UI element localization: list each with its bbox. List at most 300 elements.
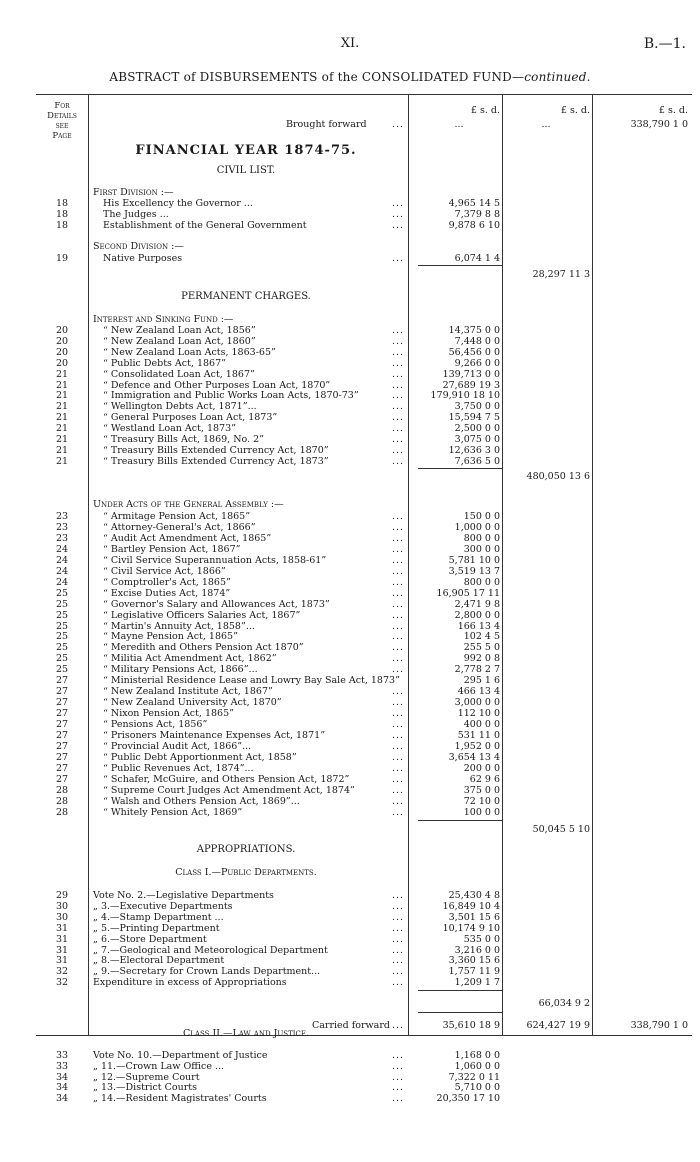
item-amount: 3,360 15 6 (448, 955, 500, 967)
item-label: „ 13.—District Courts (93, 1082, 197, 1094)
item-amount: 1,952 0 0 (454, 740, 500, 752)
page-ref: 21 (55, 444, 69, 456)
item-label: “ Nixon Pension Act, 1865” (103, 708, 234, 720)
item-label: „ 8.—Electoral Department (93, 955, 225, 967)
item-amount: 300 0 0 (463, 543, 500, 555)
item-label: His Excellency the Governor ... (103, 198, 253, 209)
act-row (36, 566, 692, 577)
item-label: „ 12.—Supreme Court (93, 1071, 200, 1083)
brought-forward-c3: 338,790 1 0 (630, 119, 688, 130)
page-ref: 28 (55, 795, 69, 807)
details-header: For (54, 101, 70, 111)
dots: ... (392, 521, 405, 533)
act-row (36, 807, 692, 818)
item-amount: 3,519 13 7 (448, 565, 500, 577)
dots: ... (392, 209, 405, 220)
item-label: “ Military Pensions Act, 1866”... (103, 664, 258, 676)
dots: ... (392, 598, 405, 610)
item-label: “ Supreme Court Judges Act Amendment Act, 1874” (103, 784, 355, 796)
item-amount: 800 0 0 (463, 576, 500, 588)
carried-forward-c1: 35,610 18 9 (442, 1020, 500, 1031)
item-amount: 166 13 4 (457, 620, 500, 632)
act-row (36, 708, 692, 719)
sinking-fund-row (36, 445, 692, 456)
dots: ... (392, 762, 405, 774)
vote-row (36, 901, 692, 912)
item-amount: 7,379 8 8 (454, 209, 500, 220)
c2-header: £ s. d. (560, 105, 590, 116)
item-label: “ Ministerial Residence Lease and Lowry Bay Sale Act, 1873” (103, 675, 400, 687)
item-amount: 3,501 15 6 (448, 911, 500, 923)
page-ref: 29 (55, 890, 69, 901)
sinking-fund-row (36, 336, 692, 347)
act-row (36, 697, 692, 708)
first-division-heading-text: First Division :— (93, 187, 174, 198)
item-amount: 255 5 0 (463, 642, 500, 654)
sinking-fund-total (36, 471, 692, 482)
page-ref: 27 (55, 697, 69, 709)
page-ref: 21 (55, 401, 69, 413)
act-row (36, 621, 692, 632)
brought-forward-c2: ... (541, 119, 551, 130)
dots: ... (392, 890, 405, 901)
item-label: “ Bartley Pension Act, 1867” (103, 543, 241, 555)
dots: ... (392, 977, 405, 989)
subtotal-rule (418, 820, 502, 821)
item-label: “ Treasury Bills Act, 1869, No. 2” (103, 434, 265, 445)
act-row (36, 642, 692, 653)
dots: ... (392, 253, 405, 264)
sinking-fund-row (36, 423, 692, 434)
item-amount: 7,448 0 0 (454, 335, 500, 347)
page-ref: 21 (55, 379, 69, 391)
item-label: “ Comptroller's Act, 1865” (103, 576, 231, 588)
act-row (36, 577, 692, 588)
item-label: Vote No. 10.—Department of Justice (93, 1050, 268, 1061)
dots: ... (392, 1060, 405, 1072)
item-amount: 992 0 8 (463, 653, 500, 665)
permanent-charges-heading: PERMANENT CHARGES. (181, 291, 311, 302)
title-text: ABSTRACT of DISBURSEMENTS of the CONSOLIDATED FUND— (109, 70, 525, 84)
sinking-fund-row (36, 347, 692, 358)
c3-header: £ s. d. (658, 105, 688, 116)
item-amount: 375 0 0 (463, 784, 500, 796)
page-ref: 20 (55, 325, 69, 336)
item-label: “ Treasury Bills Extended Currency Act, 1870” (103, 444, 329, 456)
civil-list-row (36, 209, 692, 220)
item-amount: 179,910 18 10 (430, 390, 500, 402)
item-label: “ Martin's Annuity Act, 1858”... (103, 620, 255, 632)
second-division-heading-text: Second Division :— (93, 241, 184, 252)
page-ref: 24 (55, 576, 69, 588)
sinking-fund-total-value: 480,050 13 6 (526, 471, 590, 482)
carried-forward-row (36, 1020, 692, 1032)
item-amount: 102 4 5 (463, 631, 500, 643)
acts-total (36, 824, 692, 835)
act-row (36, 555, 692, 566)
carried-forward-rule (418, 1012, 502, 1013)
item-amount: 3,000 0 0 (454, 697, 500, 709)
item-amount: 5,781 10 0 (448, 554, 500, 566)
second-division-heading (36, 241, 692, 252)
act-row (36, 631, 692, 642)
item-amount: 1,000 0 0 (454, 521, 500, 533)
item-label: “ New Zealand Institute Act, 1867” (103, 686, 273, 698)
item-label: “ Public Debt Apportionment Act, 1858” (103, 751, 297, 763)
item-label: „ 11.—Crown Law Office ... (93, 1060, 225, 1072)
page-ref: 21 (55, 390, 69, 402)
dots: ... (392, 806, 405, 818)
dots: ... (392, 1082, 405, 1094)
page-ref: 25 (55, 664, 69, 676)
item-amount: 12,636 3 0 (448, 444, 500, 456)
acts-total-value: 50,045 5 10 (532, 824, 590, 835)
page-ref: 28 (55, 784, 69, 796)
c1-header: £ s. d. (470, 105, 500, 116)
page-ref: 20 (55, 335, 69, 347)
page-ref: 18 (55, 220, 69, 231)
currency-header-row (36, 105, 692, 116)
act-row (36, 653, 692, 664)
item-label: “ Schafer, McGuire, and Others Pension Act, 1872” (103, 773, 350, 785)
page-title (0, 70, 700, 84)
page-ref: 25 (55, 609, 69, 621)
civil-list-total (36, 269, 692, 280)
dots: ... (392, 620, 405, 632)
dots: ... (392, 576, 405, 588)
act-row (36, 686, 692, 697)
dots: ... (392, 1050, 405, 1061)
page-ref: 20 (55, 346, 69, 358)
item-amount: 27,689 19 3 (442, 379, 500, 391)
dots: ... (392, 434, 405, 445)
vote-row (36, 912, 692, 923)
page-ref: 18 (55, 209, 69, 220)
law-justice-row (36, 1072, 692, 1083)
item-label: „ 6.—Store Department (93, 933, 207, 945)
item-label: “ Audit Act Amendment Act, 1865” (103, 532, 272, 544)
item-amount: 200 0 0 (463, 762, 500, 774)
item-label: “ New Zealand Loan Acts, 1863-65” (103, 346, 276, 358)
dots: ... (392, 511, 405, 522)
page-ref: 25 (55, 642, 69, 654)
item-label: “ Civil Service Act, 1866” (103, 565, 226, 577)
item-label: “ New Zealand Loan Act, 1860” (103, 335, 256, 347)
dots: ... (392, 119, 405, 130)
item-label: “ Armitage Pension Act, 1865” (103, 511, 251, 522)
item-amount: 100 0 0 (463, 806, 500, 818)
dots: ... (392, 444, 405, 456)
act-row (36, 675, 692, 686)
vote-row (36, 945, 692, 956)
dots: ... (392, 708, 405, 720)
dots: ... (392, 401, 405, 413)
dots: ... (392, 1020, 405, 1031)
dots: ... (392, 379, 405, 391)
item-label: “ Defence and Other Purposes Loan Act, 1870” (103, 379, 331, 391)
item-amount: 1,060 0 0 (454, 1060, 500, 1072)
page-ref: 27 (55, 719, 69, 731)
dots: ... (392, 609, 405, 621)
page-ref: 21 (55, 434, 69, 445)
page-ref: 24 (55, 543, 69, 555)
details-header-line2: Details (47, 111, 77, 121)
item-label: „ 5.—Printing Department (93, 922, 220, 934)
item-amount: 3,075 0 0 (454, 434, 500, 445)
item-label: “ Governor's Salary and Allowances Act, 1873” (103, 598, 330, 610)
sinking-fund-row (36, 369, 692, 380)
item-amount: 1,209 1 7 (454, 977, 500, 989)
dots: ... (392, 922, 405, 934)
item-amount: 3,654 13 4 (448, 751, 500, 763)
page-ref: 34 (55, 1071, 69, 1083)
dots: ... (392, 390, 405, 402)
sinking-fund-row (36, 401, 692, 412)
item-amount: 150 0 0 (463, 511, 500, 522)
law-justice-row (36, 1082, 692, 1093)
page-ref: 27 (55, 762, 69, 774)
item-amount: 800 0 0 (463, 532, 500, 544)
page-ref: 23 (55, 532, 69, 544)
item-label: “ New Zealand University Act, 1870” (103, 697, 282, 709)
page-ref: 27 (55, 730, 69, 741)
item-amount: 535 0 0 (463, 933, 500, 945)
vote-row (36, 977, 692, 988)
class1-total (36, 998, 692, 1009)
act-row (36, 599, 692, 610)
dots: ... (392, 1093, 405, 1105)
page-ref: 33 (55, 1050, 69, 1061)
item-amount: 2,800 0 0 (454, 609, 500, 621)
item-amount: 5,710 0 0 (454, 1082, 500, 1094)
dots: ... (392, 543, 405, 555)
general-assembly-heading (36, 499, 692, 510)
item-amount: 20,350 17 10 (436, 1093, 500, 1105)
dots: ... (392, 368, 405, 380)
dots: ... (392, 198, 405, 209)
item-label: “ Provincial Audit Act, 1866”... (103, 740, 252, 752)
act-row (36, 774, 692, 785)
page-ref: 33 (55, 1060, 69, 1072)
item-label: “ Public Debts Act, 1867” (103, 357, 226, 369)
item-amount: 400 0 0 (463, 719, 500, 731)
item-label: “ Immigration and Public Works Loan Acts, 1870-73” (103, 390, 359, 402)
item-amount: 62 9 6 (469, 773, 500, 785)
sinking-fund-row (36, 412, 692, 423)
item-amount: 16,905 17 11 (436, 587, 500, 599)
sinking-fund-row (36, 434, 692, 445)
sinking-fund-heading (36, 314, 692, 325)
item-amount: 10,174 9 10 (442, 922, 500, 934)
page-ref: 32 (55, 977, 69, 989)
item-amount: 1,168 0 0 (454, 1050, 500, 1061)
page-ref: 24 (55, 565, 69, 577)
dots: ... (392, 933, 405, 945)
page-number: XI. (340, 36, 360, 51)
sinking-fund-row (36, 358, 692, 369)
page-ref: 32 (55, 966, 69, 978)
item-label: “ Westland Loan Act, 1873” (103, 423, 237, 435)
dots: ... (392, 587, 405, 599)
page-ref: 25 (55, 598, 69, 610)
dots: ... (392, 697, 405, 709)
item-amount: 531 11 0 (457, 730, 500, 741)
item-label: “ Mayne Pension Act, 1865” (103, 631, 238, 643)
details-header-line4: Page (52, 131, 72, 141)
dots: ... (392, 565, 405, 577)
sinking-fund-row (36, 456, 692, 467)
item-amount: 139,713 0 0 (442, 368, 500, 380)
vote-row (36, 934, 692, 945)
item-label: The Judges ... (103, 209, 169, 220)
item-amount: 9,266 0 0 (454, 357, 500, 369)
sinking-fund-row (36, 325, 692, 336)
law-justice-row (36, 1050, 692, 1061)
item-amount: 7,636 5 0 (454, 455, 500, 467)
item-label: “ Consolidated Loan Act, 1867” (103, 368, 255, 380)
law-justice-row (36, 1061, 692, 1072)
sinking-fund-row (36, 380, 692, 391)
item-label: “ New Zealand Loan Act, 1856” (103, 325, 256, 336)
page-ref: 30 (55, 911, 69, 923)
item-label: “ Excise Duties Act, 1874” (103, 587, 231, 599)
page-ref: 31 (55, 944, 69, 956)
act-row (36, 763, 692, 774)
dots: ... (392, 325, 405, 336)
page-ref: 27 (55, 751, 69, 763)
item-label: “ Whitely Pension Act, 1869” (103, 806, 243, 818)
dots: ... (392, 900, 405, 912)
dots: ... (392, 554, 405, 566)
item-label: “ Public Revenues Act, 1874”... (103, 762, 254, 774)
dots: ... (392, 653, 405, 665)
page-ref: 27 (55, 686, 69, 698)
dots: ... (392, 346, 405, 358)
dots: ... (392, 412, 405, 424)
dots: ... (392, 740, 405, 752)
act-row (36, 511, 692, 522)
page-ref: 27 (55, 708, 69, 720)
act-row (36, 752, 692, 763)
item-amount: 15,594 7 5 (448, 412, 500, 424)
act-row (36, 544, 692, 555)
page-ref: 34 (55, 1093, 69, 1105)
item-label: “ Meredith and Others Pension Act 1870” (103, 642, 304, 654)
dots: ... (392, 751, 405, 763)
dots: ... (392, 773, 405, 785)
item-label: „ 14.—Resident Magistrates' Courts (93, 1093, 267, 1105)
dots: ... (392, 966, 405, 978)
dots: ... (392, 1071, 405, 1083)
fy-heading: FINANCIAL YEAR 1874-75. (135, 143, 357, 158)
page-ref: 21 (55, 423, 69, 435)
vote-row (36, 955, 692, 966)
act-row (36, 533, 692, 544)
page-ref: 20 (55, 357, 69, 369)
item-label: Vote No. 2.—Legislative Departments (93, 890, 274, 901)
document-reference: B.—1. (643, 36, 686, 52)
item-amount: 14,375 0 0 (448, 325, 500, 336)
item-amount: 295 1 6 (463, 675, 500, 687)
class1-heading: Class I.—Public Departments. (175, 867, 317, 878)
dots: ... (392, 911, 405, 923)
item-label: “ General Purposes Loan Act, 1873” (103, 412, 278, 424)
item-amount: 72 10 0 (463, 795, 500, 807)
subtotal-rule (418, 468, 502, 469)
item-label: „ 4.—Stamp Department ... (93, 911, 224, 923)
act-row (36, 664, 692, 675)
dots: ... (392, 357, 405, 369)
item-label: Establishment of the General Government (103, 220, 307, 231)
page-ref: 27 (55, 773, 69, 785)
subtotal-rule (418, 265, 502, 266)
sinking-fund-heading-text: Interest and Sinking Fund :— (93, 314, 234, 325)
item-label: “ Militia Act Amendment Act, 1862” (103, 653, 277, 665)
item-amount: 25,430 4 8 (448, 890, 500, 901)
page-ref: 23 (55, 511, 69, 522)
page-ref: 25 (55, 620, 69, 632)
page-ref: 19 (55, 253, 69, 264)
act-row (36, 522, 692, 533)
item-label: “ Wellington Debts Act, 1871”... (103, 401, 257, 413)
page-ref: 30 (55, 900, 69, 912)
dots: ... (392, 532, 405, 544)
item-label: „ 7.—Geological and Meteorological Department (93, 944, 328, 956)
dots: ... (392, 664, 405, 676)
item-amount: 16,849 10 4 (442, 900, 500, 912)
item-label: “ Legislative Officers Salaries Act, 1867” (103, 609, 301, 621)
item-label: “ Attorney-General's Act, 1866” (103, 521, 256, 533)
act-row (36, 719, 692, 730)
item-amount: 466 13 4 (457, 686, 500, 698)
item-label: Native Purposes (103, 253, 183, 264)
disbursement-table (36, 94, 692, 1039)
dots: ... (392, 955, 405, 967)
page-ref: 21 (55, 455, 69, 467)
page-ref: 34 (55, 1082, 69, 1094)
item-label: „ 9.—Secretary for Crown Lands Department... (93, 966, 321, 978)
item-amount: 2,471 9 8 (454, 598, 500, 610)
act-row (36, 610, 692, 621)
class1-total-value: 66,034 9 2 (538, 998, 590, 1009)
page-ref: 21 (55, 368, 69, 380)
page-ref: 28 (55, 806, 69, 818)
dots: ... (392, 455, 405, 467)
dots: ... (392, 686, 405, 698)
page-ref: 23 (55, 521, 69, 533)
item-amount: 2,778 2 7 (454, 664, 500, 676)
vote-row (36, 966, 692, 977)
act-row (36, 785, 692, 796)
item-label: „ 3.—Executive Departments (93, 900, 233, 912)
vote-row (36, 890, 692, 901)
page-ref: 25 (55, 587, 69, 599)
subtotal-rule (418, 990, 502, 991)
sinking-fund-row (36, 390, 692, 401)
item-label: “ Treasury Bills Extended Currency Act, 1873” (103, 455, 329, 467)
dots: ... (392, 719, 405, 731)
carried-forward-c2: 624,427 19 9 (526, 1020, 590, 1031)
class2-heading: Class II.—Law and Justice. (182, 1028, 309, 1039)
carried-forward-c3: 338,790 1 0 (630, 1020, 688, 1031)
civil-list-total-value: 28,297 11 3 (532, 269, 590, 280)
item-label: “ Pensions Act, 1856” (103, 719, 208, 731)
page-ref: 31 (55, 922, 69, 934)
act-row (36, 741, 692, 752)
civil-list-row (36, 220, 692, 231)
page-ref: 25 (55, 631, 69, 643)
dots: ... (392, 335, 405, 347)
